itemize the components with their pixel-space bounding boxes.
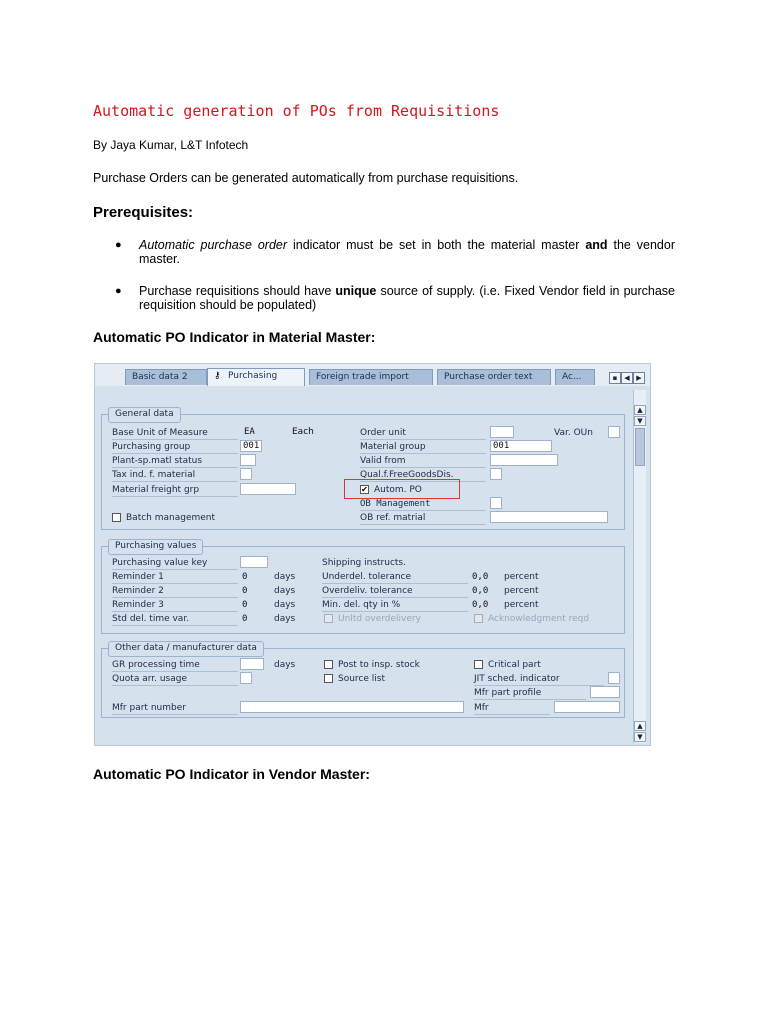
tab-purchase-order-text[interactable]: Purchase order text [437,369,551,385]
label-overdel-tolerance: Overdeliv. tolerance [322,585,468,598]
label-jit-sched-indicator: JIT sched. indicator [474,673,604,686]
field-gr-processing-time[interactable] [240,658,264,670]
scroll-up-icon[interactable]: ▲ [634,405,646,415]
field-overdel-tolerance[interactable]: 0,0 [472,586,489,596]
label-reminder-3: Reminder 3 [112,599,238,612]
scroll-down-page-icon[interactable]: ▲ [634,721,646,731]
label-mfr: Mfr [474,702,550,715]
label-min-del-qty: Min. del. qty in % [322,599,468,612]
tab-more[interactable]: Ac... [555,369,595,385]
scroll-thumb[interactable] [635,428,645,466]
checkbox-autom-po[interactable]: ✔ [361,485,368,494]
checkbox-source-list[interactable] [324,674,333,683]
label-post-to-insp-stock: Post to insp. stock [338,660,420,670]
label-ob-ref: OB ref. matrial [360,512,486,525]
label-reminder-2: Reminder 2 [112,585,238,598]
label-mfr-part-number: Mfr part number [112,702,238,715]
unit-days: days [274,572,296,582]
unit-percent: percent [504,586,539,596]
field-qual-free-goods[interactable] [490,468,502,480]
group-general-data [101,409,625,530]
field-mfr-part-number[interactable] [240,701,464,713]
material-master-heading: Automatic PO Indicator in Material Master: [93,329,376,345]
label-quota-arr-usage: Quota arr. usage [112,673,238,686]
key-icon: ⚷ [214,371,221,381]
field-ob-ref[interactable] [490,511,608,523]
label-base-uom: Base Unit of Measure [112,427,238,440]
prerequisite-item-2: ● Purchase requisitions should have unique source of supply. (i.e. Fixed Vendor field in purchase requisition should be populated) [115,284,675,312]
tab-scroll-left-icon[interactable]: ◀ [621,372,633,384]
field-plant-status[interactable] [240,454,256,466]
label-qual-free-goods: Qual.f.FreeGoodsDis. [360,469,486,482]
group-purchasing-values [101,541,625,634]
field-purchasing-value-key[interactable] [240,556,268,568]
field-reminder-1[interactable]: 0 [242,572,248,582]
label-shipping-instructs: Shipping instructs. [322,558,406,568]
label-plant-status: Plant-sp.matl status [112,455,238,468]
label-freight-grp: Material freight grp [112,484,238,497]
label-tax-ind: Tax ind. f. material [112,469,238,482]
label-material-group: Material group [360,441,486,454]
field-reminder-2[interactable]: 0 [242,586,248,596]
field-material-group[interactable]: 001 [490,440,552,452]
field-jit-sched-indicator[interactable] [608,672,620,684]
label-autom-po: Autom. PO [374,485,422,495]
label-mfr-part-profile: Mfr part profile [474,687,586,700]
field-std-del-time[interactable]: 0 [242,614,248,624]
vertical-scrollbar[interactable] [633,390,646,743]
vendor-master-heading: Automatic PO Indicator in Vendor Master: [93,766,370,782]
checkbox-acknowledgment-reqd[interactable] [474,614,483,623]
unit-percent: percent [504,600,539,610]
group-title: General data [108,407,181,423]
scroll-down-icon[interactable]: ▼ [634,732,646,742]
field-reminder-3[interactable]: 0 [242,600,248,610]
label-gr-processing-time: GR processing time [112,659,238,672]
unit-days: days [274,660,296,670]
field-mfr-part-profile[interactable] [590,686,620,698]
label-acknowledgment-reqd: Acknowledgment reqd [488,614,590,624]
field-freight-grp[interactable] [240,483,296,495]
scroll-up-page-icon[interactable]: ▼ [634,416,646,426]
checkbox-critical-part[interactable] [474,660,483,669]
label-ob-management: OB Management [360,498,486,511]
label-underdel-tolerance: Underdel. tolerance [322,571,468,584]
intro-paragraph: Purchase Orders can be generated automatically from purchase requisitions. [93,171,519,185]
label-order-unit: Order unit [360,427,486,440]
tab-purchasing[interactable]: ⚷ Purchasing [207,368,305,386]
label-reminder-1: Reminder 1 [112,571,238,584]
tab-foreign-trade-import[interactable]: Foreign trade import [309,369,433,385]
tab-strip [95,364,650,386]
sap-material-master-screenshot [94,363,651,746]
prerequisite-item-1: ● Automatic purchase order indicator must be set in both the material master and the vendor master. [115,238,675,266]
base-uom-text: Each [292,427,314,437]
tab-list-icon[interactable]: ▪ [609,372,621,384]
label-purchasing-group: Purchasing group [112,441,238,454]
unit-days: days [274,614,296,624]
label-purchasing-value-key: Purchasing value key [112,557,238,570]
field-var-oun[interactable] [608,426,620,438]
label-unltd-overdelivery: Unltd overdelivery [338,614,421,624]
label-critical-part: Critical part [488,660,541,670]
field-underdel-tolerance[interactable]: 0,0 [472,572,489,582]
label-valid-from: Valid from [360,455,486,468]
field-order-unit[interactable] [490,426,514,438]
unit-percent: percent [504,572,539,582]
label-var-oun: Var. OUn [554,428,593,438]
field-quota-arr-usage[interactable] [240,672,252,684]
checkbox-post-to-insp-stock[interactable] [324,660,333,669]
label-std-del-time: Std del. time var. [112,613,238,626]
bullet-icon: ● [115,239,122,251]
unit-days: days [274,600,296,610]
bullet-icon: ● [115,285,122,297]
field-min-del-qty[interactable]: 0,0 [472,600,489,610]
prerequisites-heading: Prerequisites: [93,204,194,221]
tab-basic-data-2[interactable]: Basic data 2 [125,369,207,385]
field-purchasing-group[interactable]: 001 [240,440,262,452]
byline: By Jaya Kumar, L&T Infotech [93,138,249,152]
label-batch-management: Batch management [126,513,216,523]
tab-scroll-right-icon[interactable]: ▶ [633,372,645,384]
group-title: Purchasing values [108,539,203,555]
field-base-uom[interactable]: EA [244,427,255,437]
checkbox-batch-management[interactable] [112,513,121,522]
field-ob-management[interactable] [490,497,502,509]
field-mfr[interactable] [554,701,620,713]
unit-days: days [274,586,296,596]
group-title: Other data / manufacturer data [108,641,264,657]
document-title: Automatic generation of POs from Requisitions [93,102,500,120]
label-source-list: Source list [338,674,385,684]
group-other-data [101,643,625,718]
checkbox-unltd-overdelivery[interactable] [324,614,333,623]
field-valid-from[interactable] [490,454,558,466]
field-tax-ind[interactable] [240,468,252,480]
